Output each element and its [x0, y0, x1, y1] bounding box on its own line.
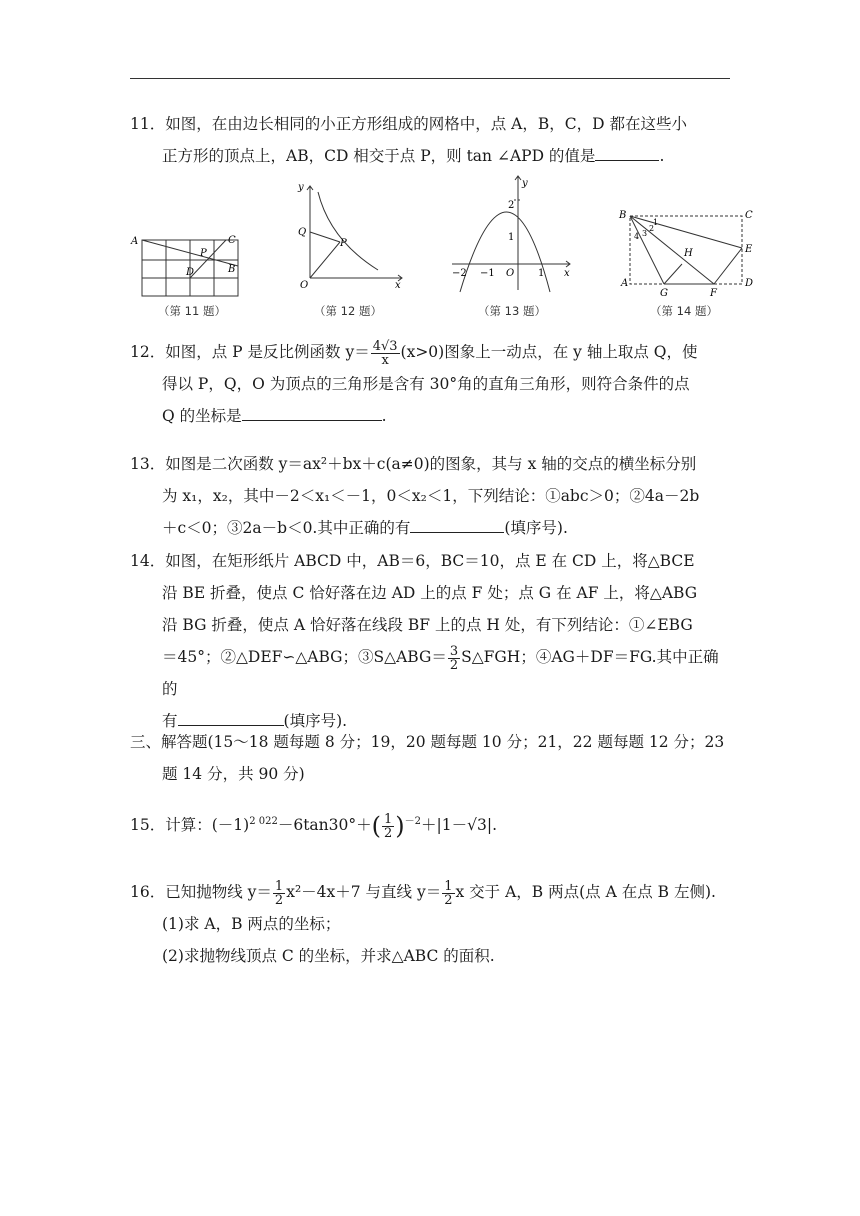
svg-text:1: 1 — [653, 218, 659, 227]
svg-text:2: 2 — [508, 200, 515, 211]
figure-14-rectangle-fold — [616, 206, 758, 298]
svg-text:2: 2 — [649, 224, 655, 233]
svg-text:x: x — [395, 280, 401, 291]
answer-blank[interactable] — [410, 514, 504, 533]
svg-text:y: y — [298, 182, 304, 193]
svg-text:A: A — [621, 278, 629, 289]
caption-fig14: （第 14 题） — [650, 304, 718, 318]
label-D: D — [186, 267, 195, 278]
svg-text:E: E — [745, 244, 753, 255]
figure-12-hyperbola — [282, 178, 410, 294]
fraction: $\frac{4√3}{x}$ — [372, 338, 398, 368]
svg-text:O: O — [300, 280, 309, 291]
question-15: 15．计算：$(-1)^{2 022}-6\tan 30^\circ+$( $\frac{1}{2}$ )$^{-2}$＋|1－√3|. — [130, 811, 498, 841]
answer-blank[interactable] — [242, 402, 382, 421]
svg-text:O: O — [506, 268, 515, 279]
question-13: 13．如图是二次函数 y＝ax²＋bx＋c(a≠0)的图象，其与 x 轴的交点的横坐标分别 为 x₁，x₂，其中－2＜x₁＜－1，0＜x₂＜1，下列结论：①abc＞0；②4a－2b ＋c＜0；③2a－b＜0.其中正确的有 (填序号). — [130, 455, 700, 537]
section-3-heading: 三、解答题(15～18 题每题 8 分；19，20 题每题 10 分；21，22 题每题 12 分；23 题 14 分，共 90 分) — [130, 733, 725, 783]
svg-text:x: x — [564, 268, 570, 279]
svg-text:−2: −2 — [452, 268, 467, 279]
svg-text:1: 1 — [508, 232, 515, 243]
label-P: P — [200, 248, 207, 259]
question-11: 11．如图，在由边长相同的小正方形组成的网格中，点 A，B，C，D 都在这些小 正方形的顶点上，AB，CD 相交于点 P，则 tan ∠APD 的值是 . — [130, 108, 730, 172]
figure-13-parabola — [446, 172, 576, 294]
q11-line1: 如图，在由边长相同的小正方形组成的网格中，点 A，B，C，D 都在这些小 — [165, 115, 687, 133]
svg-text:B: B — [619, 210, 627, 221]
fraction: $\frac{3}{2}$ — [449, 643, 459, 673]
svg-text:1: 1 — [538, 268, 545, 279]
q11-line2: 正方形的顶点上，AB，CD 相交于点 P，则 tan ∠APD 的值是 — [162, 147, 596, 165]
fraction: $\frac{1}{2}$ — [444, 878, 453, 908]
fraction: $\frac{1}{2}$ — [274, 878, 284, 908]
svg-text:F: F — [710, 288, 717, 298]
svg-text:H: H — [684, 248, 693, 259]
caption-fig12: （第 12 题） — [314, 304, 382, 318]
svg-text:3: 3 — [642, 229, 648, 238]
question-12: 12．如图，点 P 是反比例函数 y＝ $\frac{4√3}{x}$ (x>0)图象上一动点，在 y 轴上取点 Q，使 得以 P，Q，O 为顶点的三角形是含有 30°角的直角三角形，则符合条件的点 Q 的坐标是 . — [130, 338, 698, 425]
fraction: $\frac{1}{2}$ — [384, 811, 393, 841]
question-number: 11． — [130, 115, 166, 133]
svg-text:y: y — [522, 178, 528, 189]
answer-blank[interactable] — [178, 707, 284, 726]
svg-text:D: D — [745, 278, 754, 289]
question-14: 14．如图，在矩形纸片 ABCD 中，AB＝6，BC＝10，点 E 在 CD 上，将△BCE 沿 BE 折叠，使点 C 恰好落在边 AD 上的点 F 处；点 G 在 AF 上，将△ABG 沿 BG 折叠，使点 A 恰好落在线段 BF 上的点 H 处，有下列结论：①∠EBG ＝45°；②△DEF∽△ABG；③S△ABG＝ $\frac{3}{2}$ S△FGH；④AG＋DF＝FG.其中正确的 有 (填序号). — [130, 552, 719, 730]
svg-text:P: P — [340, 238, 347, 249]
svg-text:G: G — [660, 288, 668, 298]
label-A: A — [131, 236, 139, 247]
caption-fig11: （第 11 题） — [158, 304, 226, 318]
svg-text:−1: −1 — [480, 268, 495, 279]
header-rule — [130, 78, 730, 79]
figure-11-grid — [130, 228, 242, 300]
answer-blank[interactable] — [595, 142, 659, 161]
caption-fig13: （第 13 题） — [478, 304, 546, 318]
question-16: 16．已知抛物线 y＝ $\frac{1}{2}$ x²－4x＋7 与直线 y＝ $\frac{1}{2}$ x 交于 A，B 两点(点 A 在点 B 左侧). (1)求 A，B 两点的坐标； (2)求抛物线顶点 C 的坐标，并求△ABC 的面积. — [130, 878, 716, 965]
svg-text:C: C — [745, 210, 753, 221]
svg-text:4: 4 — [634, 232, 640, 241]
label-B: B — [228, 264, 236, 275]
label-C: C — [228, 235, 236, 246]
svg-text:Q: Q — [298, 227, 307, 238]
